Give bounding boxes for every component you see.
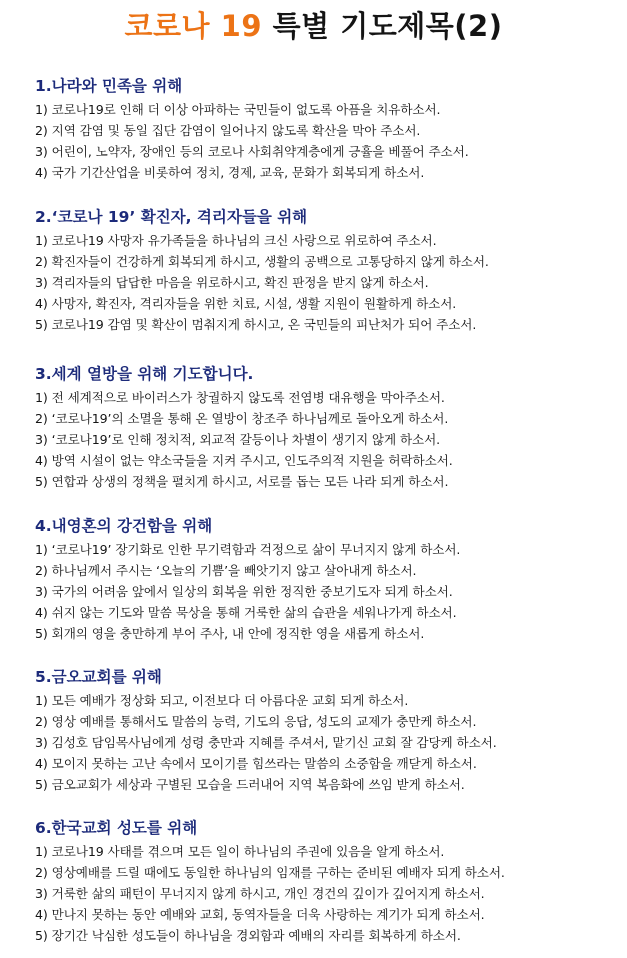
prayer-item: 3) 국가의 어려움 앞에서 일상의 회복을 위한 정직한 중보기도자 되게 하소서. — [35, 584, 453, 599]
prayer-item: 5) 코로나19 감염 및 확산이 멈춰지게 하시고, 온 국민들의 피난처가 되어 주소서. — [35, 317, 477, 332]
section-soul — [35, 515, 615, 644]
prayer-item: 4) 사망자, 확진자, 격리자들을 위한 치료, 시설, 생활 지원이 원활하게 하소서. — [35, 296, 457, 311]
prayer-item: 4) 만나지 못하는 동안 예배와 교회, 동역자들을 더욱 사랑하는 계기가 되게 하소서. — [35, 907, 485, 922]
section-heading: 3.세계 열방을 위해 기도합니다. — [35, 365, 254, 383]
section-heading: 5.금오교회를 위해 — [35, 668, 162, 686]
prayer-item: 5) 회개의 영을 충만하게 부어 주사, 내 안에 정직한 영을 새롭게 하소서. — [35, 626, 425, 641]
prayer-item: 4) 쉬지 않는 기도와 말씀 묵상을 통해 거룩한 삶의 습관을 세워나가게 하소서. — [35, 605, 457, 620]
page-title-rest: 특별 기도제목(2) — [262, 9, 503, 43]
prayer-item: 3) 거룩한 삶의 패턴이 무너지지 않게 하시고, 개인 경건의 깊이가 깊어지게 하소서. — [35, 886, 485, 901]
prayer-item: 5) 장기간 낙심한 성도들이 하나님을 경외함과 예배의 자리를 회복하게 하소서. — [35, 928, 461, 943]
prayer-item: 1) 코로나19 사망자 유가족들을 하나님의 크신 사랑으로 위로하여 주소서. — [35, 233, 437, 248]
section-korean-church — [35, 817, 615, 946]
prayer-item: 4) 모이지 못하는 고난 속에서 모이기를 힘쓰라는 말씀의 소중함을 깨닫게 하소서. — [35, 756, 477, 771]
section-patients — [35, 206, 615, 335]
prayer-item: 1) 코로나19 사태를 겪으며 모든 일이 하나님의 주권에 있음을 알게 하소서. — [35, 844, 445, 859]
section-heading: 6.한국교회 성도를 위해 — [35, 819, 198, 837]
prayer-item: 2) 영상 예배를 통해서도 말씀의 능력, 기도의 응답, 성도의 교제가 충만케 하소서. — [35, 714, 477, 729]
prayer-item: 1) ‘코로나19’ 장기화로 인한 무기력함과 걱정으로 삶이 무너지지 않게 하소서. — [35, 542, 461, 557]
prayer-item: 5) 금오교회가 세상과 구별된 모습을 드러내어 지역 복음화에 쓰임 받게 하소서. — [35, 777, 465, 792]
prayer-item: 3) 김성호 담임목사님에게 성령 충만과 지혜를 주셔서, 맡기신 교회 잘 감당케 하소서. — [35, 735, 497, 750]
section-heading: 4.내영혼의 강건함을 위해 — [35, 517, 213, 535]
prayer-item: 2) 하나님께서 주시는 ‘오늘의 기쁨’을 빼앗기지 않고 살아내게 하소서. — [35, 563, 417, 578]
prayer-item: 3) 어린이, 노약자, 장애인 등의 코로나 사회취약계층에게 긍휼을 베풀어 주소서. — [35, 144, 469, 159]
prayer-item: 1) 코로나19로 인해 더 이상 아파하는 국민들이 없도록 아픔을 치유하소서. — [35, 102, 441, 117]
prayer-item: 3) ‘코로나19’로 인해 정치적, 외교적 갈등이나 차별이 생기지 않게 하소서. — [35, 432, 441, 447]
prayer-item: 2) 확진자들이 건강하게 회복되게 하시고, 생활의 공백으로 고통당하지 않게 하소서. — [35, 254, 489, 269]
section-heading: 1.나라와 민족을 위해 — [35, 77, 183, 95]
section-heading: 2.‘코로나 19’ 확진자, 격리자들을 위해 — [35, 208, 308, 226]
prayer-item: 2) ‘코로나19’의 소멸을 통해 온 열방이 창조주 하나님께로 돌아오게 하소서. — [35, 411, 449, 426]
page-title-accent: 코로나 19 — [124, 9, 263, 43]
section-church — [35, 666, 615, 795]
prayer-item: 1) 전 세계적으로 바이러스가 창궐하지 않도록 전염병 대유행을 막아주소서. — [35, 390, 445, 405]
prayer-item: 4) 국가 기간산업을 비롯하여 정치, 경제, 교육, 문화가 회복되게 하소서. — [35, 165, 425, 180]
section-nation — [35, 75, 615, 183]
prayer-item: 4) 방역 시설이 없는 약소국들을 지켜 주시고, 인도주의적 지원을 허락하소서. — [35, 453, 453, 468]
prayer-item: 2) 지역 감염 및 동일 집단 감염이 일어나지 않도록 확산을 막아 주소서. — [35, 123, 421, 138]
prayer-item: 1) 모든 예배가 정상화 되고, 이전보다 더 아름다운 교회 되게 하소서. — [35, 693, 409, 708]
page-title — [0, 6, 627, 46]
prayer-item: 5) 연합과 상생의 정책을 펼치게 하시고, 서로를 돕는 모든 나라 되게 하소서. — [35, 474, 449, 489]
prayer-item: 3) 격리자들의 답답한 마음을 위로하시고, 확진 판정을 받지 않게 하소서. — [35, 275, 429, 290]
prayer-item: 2) 영상예배를 드릴 때에도 동일한 하나님의 임재를 구하는 준비된 예배자 되게 하소서. — [35, 865, 505, 880]
section-world — [35, 363, 615, 492]
